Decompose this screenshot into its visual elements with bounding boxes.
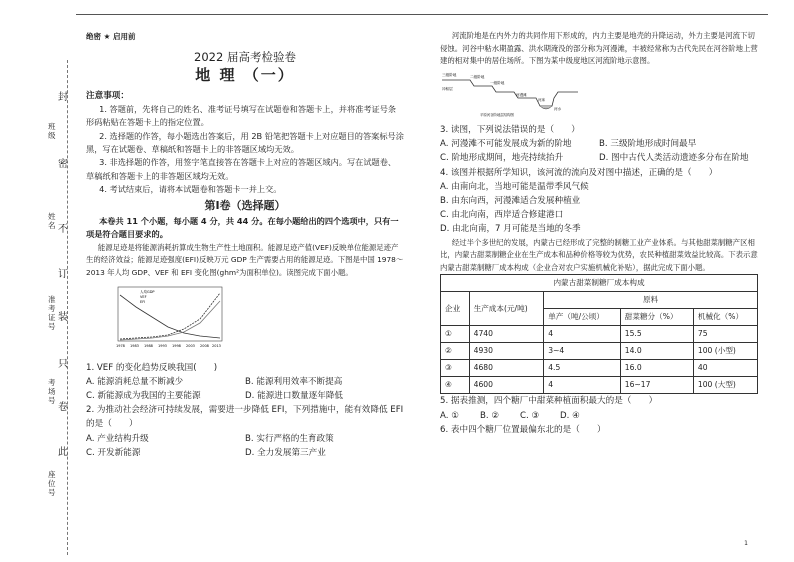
- q2-option-a: A. 产业结构升级: [86, 433, 149, 444]
- cell: ③: [441, 360, 470, 377]
- seat-number-label: 座位号: [48, 470, 56, 497]
- q5-stem: 5. 据表推测，四个糖厂中甜菜种植面积最大的是（ ）: [440, 396, 658, 407]
- vef-line: [120, 293, 220, 339]
- subject-title: 地 理 （一）: [195, 66, 295, 85]
- notice-item: 1. 答题前，先将自己的姓名、准考证号填写在试题卷和答题卡上，并将准考证号条形码粘贴在答题卡上的指定位置。: [86, 103, 397, 128]
- q5-option-c: C. ③: [520, 410, 540, 421]
- binding-margin: [44, 60, 74, 555]
- x-tick: 1988: [144, 344, 153, 349]
- table-row: [441, 360, 758, 377]
- q1-option-a: A. 能源消耗总量不断减少: [86, 376, 184, 387]
- top-rule: [76, 14, 768, 15]
- label-terrace-1: 一级阶地: [490, 80, 505, 85]
- header-company: 企业: [441, 292, 470, 326]
- class-label: 班级: [48, 122, 56, 140]
- q4-option-d: D. 由北向南，7 月可能是当地的冬季: [440, 224, 581, 235]
- cell: 4600: [469, 377, 544, 394]
- chart-frame: [118, 287, 222, 341]
- legend-vef: VEF: [140, 295, 147, 300]
- notice-item: 2. 选择题的作答，每小题选出答案后，用 2B 铅笔把答题卡上对应题目的答案标号涂黑，写在试题卷、草稿纸和答题卡上的非答题区域均无效。: [86, 130, 404, 155]
- exam-title: 2022 届高考检验卷: [194, 50, 296, 65]
- diagram-caption: 平原河谷阶地层结构图: [480, 112, 514, 117]
- q1-stem: 1. VEF 的变化趋势反映我国( ): [86, 362, 218, 373]
- x-tick: 1998: [172, 344, 181, 349]
- table-caption: 内蒙古甜菜制糖厂成本构成: [441, 275, 758, 292]
- question-1: [86, 361, 404, 404]
- x-tick: 1978: [116, 344, 125, 349]
- room-number-label: 考场号: [48, 378, 56, 405]
- q5-option-a: A. ①: [440, 410, 459, 421]
- q1-option-b: B. 能源利用效率不断提高: [245, 376, 343, 387]
- cell: 15.5: [620, 326, 693, 343]
- cell: 4.5: [544, 360, 621, 377]
- q1-option-d: D. 能源进口数量逐年降低: [245, 391, 344, 402]
- river-water: [540, 106, 552, 109]
- seal-char: 此: [58, 447, 68, 458]
- cell: ①: [441, 326, 470, 343]
- notice-item: 3. 非选择题的作答，用签字笔直接答在答题卡上对应的答题区域内。写在试题卷、草稿纸和答题卡上的非答题区域均无效。: [86, 157, 397, 181]
- gdp-line: [120, 301, 220, 340]
- cell: 75: [693, 326, 757, 343]
- secret-mark: 绝密 ★ 启用前: [86, 32, 136, 41]
- label-river-water: 河水: [554, 106, 562, 111]
- terrace-diagram: [440, 70, 580, 118]
- label-riverbed: 河床: [538, 97, 546, 102]
- q4-stem: 4. 该图并根据所学知识，该河流的流向及对图中描述，正确的是（ ）: [440, 167, 718, 178]
- seal-char: 卷: [58, 402, 68, 413]
- table-row: [441, 377, 758, 394]
- table-row: [441, 326, 758, 343]
- q2-option-b: B. 实行严格的生育政策: [245, 433, 334, 444]
- q4-option-c: C. 由北向南，西岸适合修建港口: [440, 210, 564, 221]
- efi-line: [120, 295, 220, 338]
- cell: 14.0: [620, 343, 693, 360]
- passage-sugar: 经过半个多世纪的发展，内蒙古已经形成了完整的制糖工业产业体系。与其他甜菜制糖产区相比，内蒙古甜菜制糖企业在生产成本和品种价格等较为优势，农民种植甜菜效益比较高。下表示意内蒙古甜菜制糖厂成本构成（企业合对农户实施机械化补贴），据此完成下面小题。: [440, 237, 758, 272]
- x-tick: 1983: [130, 344, 139, 349]
- q2-option-c: C. 开发新能源: [86, 447, 141, 458]
- legend-efi: EFI: [140, 300, 146, 305]
- terrace-profile: [442, 80, 578, 106]
- section-title: 第Ⅰ卷（选择题）: [204, 198, 286, 212]
- cell: 4740: [469, 326, 544, 343]
- q3-option-d: D. 图中古代人类活动遗迹多分布在阶地: [599, 153, 749, 164]
- label-terrace-3: 三级阶地: [442, 72, 457, 77]
- seal-char: 只: [58, 359, 68, 370]
- seal-char: 订: [58, 269, 68, 280]
- cell: 4: [544, 326, 621, 343]
- left-column: [86, 30, 404, 460]
- notice-item: 4. 考试结束后，请将本试题卷和答题卡一并上交。: [99, 184, 282, 195]
- name-label: 姓名: [48, 212, 56, 230]
- label-terrace-2: 二级阶地: [470, 74, 485, 79]
- x-tick: 2008: [200, 344, 209, 349]
- question-3: [440, 123, 758, 166]
- cell: ④: [441, 377, 470, 394]
- cell: 4: [544, 377, 621, 394]
- q5-option-d: D. ④: [560, 410, 580, 421]
- right-column: [440, 30, 758, 437]
- question-5: [440, 394, 758, 422]
- legend-gdp: 人均GDP: [140, 290, 155, 295]
- q2-option-d: D. 全力发展第三产业: [245, 447, 326, 458]
- q2-stem: 2. 为推动社会经济可持续发展，需要进一步降低 EFI，下列措施中，能有效降低 EFI 的是（ ）: [86, 405, 404, 430]
- x-tick: 1993: [158, 344, 167, 349]
- seal-char: 封: [58, 92, 68, 103]
- q3-option-c: C. 阶地形成期间，地壳持续抬升: [440, 153, 564, 164]
- header-mech: 机械化（%）: [693, 309, 757, 326]
- cell: 100 (大型): [693, 377, 757, 394]
- question-2: [86, 403, 404, 460]
- x-tick: 2013: [212, 344, 221, 349]
- cell: 4930: [469, 343, 544, 360]
- q4-option-a: A. 由南向北，当地可能是温带季风气候: [440, 181, 589, 192]
- section-intro: 本卷共 11 个小题，每小题 4 分，共 44 分。在每小题给出的四个选项中，只有一项是符合题目要求的。: [86, 215, 399, 240]
- label-floodplain: 河漫滩: [516, 92, 527, 97]
- q3-option-a: A. 河漫滩不可能发展成为新的阶地: [440, 139, 572, 150]
- table-row: [441, 343, 758, 360]
- sugar-cost-table: [440, 274, 758, 394]
- page-number: 1: [744, 540, 748, 547]
- q3-option-b: B. 三级阶地形成时间最早: [599, 139, 697, 150]
- header-raw: 原料: [544, 292, 758, 309]
- notice-heading: 注意事项：: [86, 90, 129, 101]
- header-sugar: 甜菜糖分（%）: [620, 309, 693, 326]
- q3-stem: 3. 读图，下列说法错误的是（ ）: [440, 124, 580, 135]
- question-4: [440, 166, 758, 237]
- q4-option-b: B. 由东向西，河漫滩适合发展种植业: [440, 196, 581, 206]
- label-alluvium: 冲积层: [442, 86, 453, 91]
- header-yield: 单产（吨/公顷）: [544, 309, 621, 326]
- passage-terrace: 河流阶地是在内外力的共同作用下形成的，内力主要是地壳的升降运动，外力主要是河流下切侵蚀。河谷中粘水期盈露、洪水期淹没的部分称为河漫滩，丰被经常称为古代先民在河谷阶地上营建的相对集中的居住场所。下图为某中级度地区河流阶地示意图。: [440, 31, 758, 66]
- seal-char: 不: [58, 224, 68, 235]
- cell: 16.0: [620, 360, 693, 377]
- q6-stem: 6. 表中四个糖厂位置最偏东北的是（ ）: [440, 424, 606, 435]
- cell: 3~4: [544, 343, 621, 360]
- exam-number-label: 准考证号: [48, 295, 56, 331]
- x-tick: 2003: [186, 344, 195, 349]
- seal-char: 密: [58, 159, 68, 170]
- cell: 40: [693, 360, 757, 377]
- header-cost: 生产成本(元/吨): [469, 292, 544, 326]
- cell: ②: [441, 343, 470, 360]
- passage-energy: 能源足迹是将能源消耗折算成生物生产性土地面积。能源足迹产值(VEF)反映单位能源足迹产生的经济效益；能源足迹强度(EFI)反映万元 GDP 生产需要占用的能源足迹。下图是中国 1978～2013 年人均 GDP、VEF 和 EFI 变化图(ghm²为面积单位)。读图完成下面小题。: [86, 242, 404, 277]
- seal-char: 装: [58, 312, 68, 323]
- cell: 100 (小型): [693, 343, 757, 360]
- cell: 16~17: [620, 377, 693, 394]
- q5-option-b: B. ②: [480, 410, 500, 421]
- energy-chart: [106, 283, 226, 353]
- cell: 4680: [469, 360, 544, 377]
- q1-option-c: C. 新能源成为我国的主要能源: [86, 391, 201, 402]
